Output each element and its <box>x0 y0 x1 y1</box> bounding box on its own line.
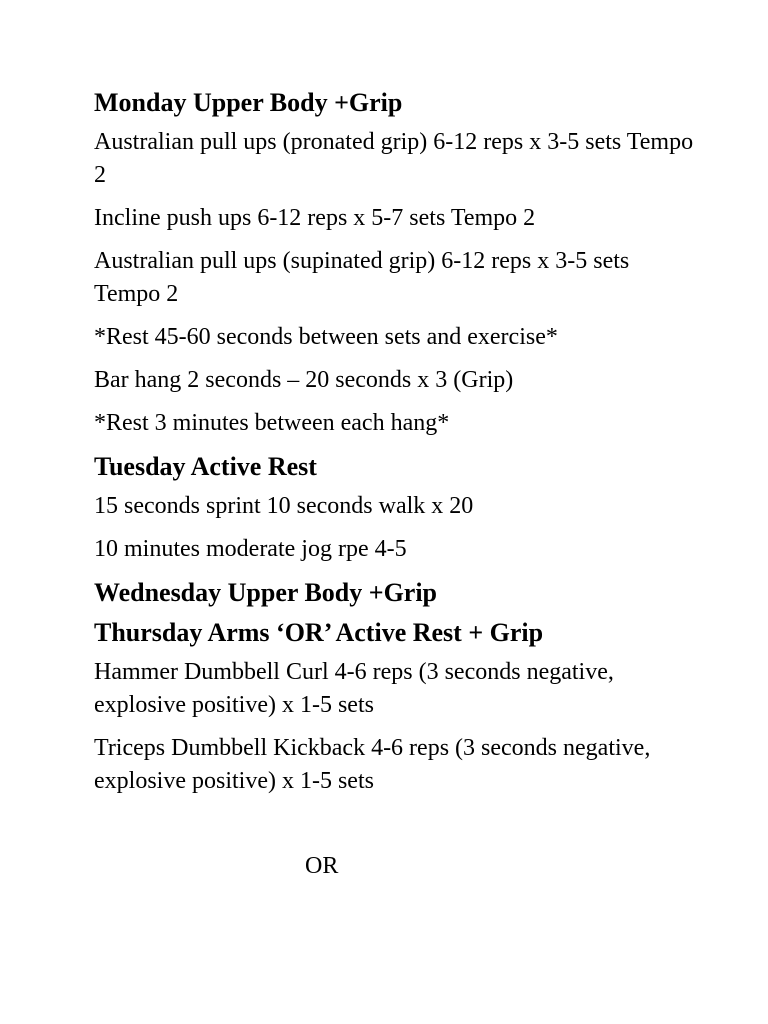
exercise-line: 15 seconds sprint 10 seconds walk x 20 <box>94 493 474 519</box>
section-heading-thursday: Thursday Arms ‘OR’ Active Rest + Grip <box>94 618 544 647</box>
exercise-line: Triceps Dumbbell Kickback 4-6 reps (3 seconds negative, explosive positive) x 1-5 sets <box>94 735 651 794</box>
section-heading-monday: Monday Upper Body +Grip <box>94 88 403 117</box>
exercise-line: Hammer Dumbbell Curl 4-6 reps (3 seconds negative, explosive positive) x 1-5 sets <box>94 659 614 718</box>
rest-note: *Rest 45-60 seconds between sets and exercise* <box>94 324 558 350</box>
exercise-line: Australian pull ups (supinated grip) 6-12 reps x 3-5 sets Tempo 2 <box>94 248 630 307</box>
rest-note: *Rest 3 minutes between each hang* <box>94 410 450 436</box>
blank-space <box>94 808 694 850</box>
exercise-line: 10 minutes moderate jog rpe 4-5 <box>94 536 407 562</box>
section-heading-tuesday: Tuesday Active Rest <box>94 452 317 481</box>
section-heading-wednesday: Wednesday Upper Body +Grip <box>94 578 438 607</box>
exercise-line: Bar hang 2 seconds – 20 seconds x 3 (Grip) <box>94 367 514 393</box>
or-separator: OR <box>305 853 339 879</box>
document-body <box>94 86 694 883</box>
exercise-line: Australian pull ups (pronated grip) 6-12 reps x 3-5 sets Tempo 2 <box>94 129 694 188</box>
exercise-line: Incline push ups 6-12 reps x 5-7 sets Tempo 2 <box>94 205 536 231</box>
